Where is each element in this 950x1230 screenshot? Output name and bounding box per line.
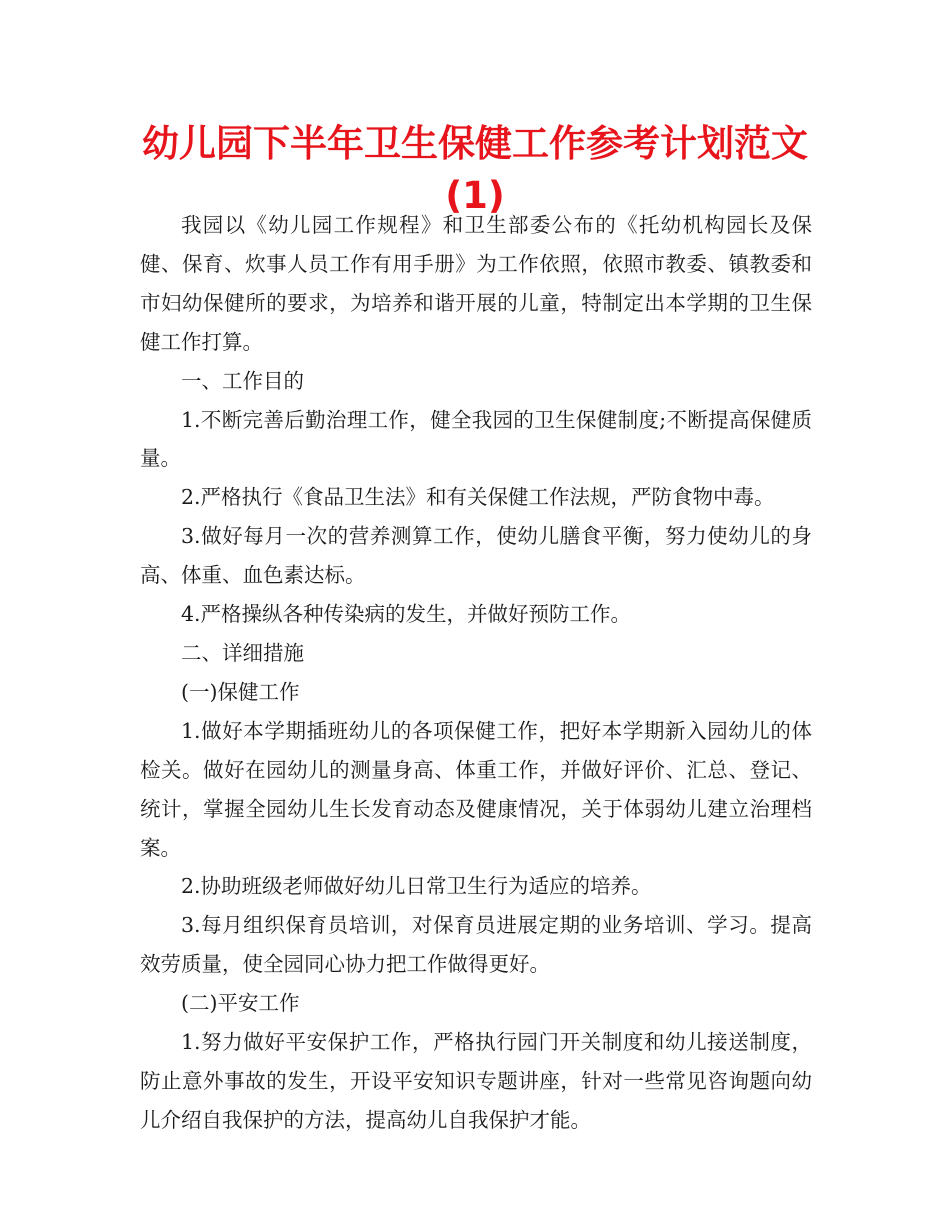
subsection-heading-safety: (二)平安工作 [181, 991, 300, 1016]
subsection-heading-health: (一)保健工作 [181, 679, 300, 704]
paragraph-goal-2: 2.严格执行《食品卫生法》和有关保健工作法规，严防食物中毒。 [181, 485, 775, 510]
paragraph-goal-4: 4.严格操纵各种传染病的发生，并做好预防工作。 [181, 602, 632, 627]
paragraph-goal-3: 3.做好每月一次的营养测算工作，使幼儿膳食平衡，努力使幼儿的身高、体重、血色素达标。 [140, 524, 812, 588]
paragraph-intro: 我园以《幼儿园工作规程》和卫生部委公布的《托幼机构园长及保健、保育、炊事人员工作有用手册》为工作依照，依照市教委、镇教委和市妇幼保健所的要求，为培养和谐开展的儿童，特制定出本学期的卫生保健工作打算。 [140, 213, 812, 354]
paragraph-health-2: 2.协助班级老师做好幼儿日常卫生行为适应的培养。 [181, 874, 652, 899]
section-heading-goals: 一、工作目的 [181, 368, 304, 393]
paragraph-health-3: 3.每月组织保育员培训，对保育员进展定期的业务培训、学习。提高效劳质量，使全园同心协力把工作做得更好。 [140, 913, 812, 977]
paragraph-safety-1: 1.努力做好平安保护工作，严格执行园门开关制度和幼儿接送制度，防止意外事故的发生，开设平安知识专题讲座，针对一些常见咨询题向幼儿介绍自我保护的方法，提高幼儿自我保护才能。 [140, 1030, 812, 1132]
document-body [140, 206, 812, 1140]
document-title: 幼儿园下半年卫生保健工作参考计划范文(1) [142, 122, 808, 217]
paragraph-goal-1: 1.不断完善后勤治理工作，健全我园的卫生保健制度;不断提高保健质量。 [140, 407, 812, 471]
section-heading-measures: 二、详细措施 [181, 640, 304, 665]
paragraph-health-1: 1.做好本学期插班幼儿的各项保健工作，把好本学期新入园幼儿的体检关。做好在园幼儿的测量身高、体重工作，并做好评价、汇总、登记、统计，掌握全园幼儿生长发育动态及健康情况，关于体弱幼儿建立治理档案。 [140, 718, 812, 860]
